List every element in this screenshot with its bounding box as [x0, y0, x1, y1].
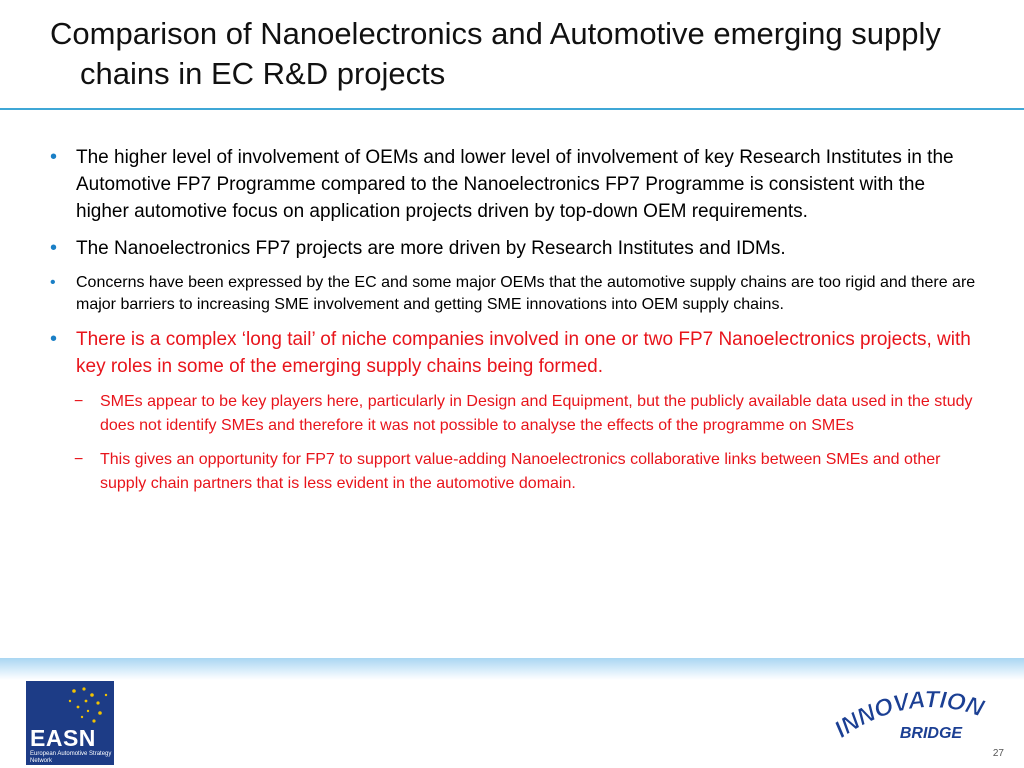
- bullet-item-highlight: [50, 326, 980, 380]
- bullet-marker: •: [50, 274, 56, 291]
- sub-bullet-marker: −: [74, 393, 84, 410]
- innovation-word: INNOVATION: [829, 686, 987, 744]
- bullet-item: [50, 144, 980, 225]
- footer-band: [0, 658, 1024, 680]
- bullet-marker: •: [50, 237, 58, 259]
- sub-bullet-item: [50, 390, 980, 438]
- sub-bullet-marker: −: [74, 451, 84, 468]
- bullet-item: [50, 235, 980, 262]
- bullet-marker: •: [50, 328, 58, 350]
- easn-logo: [26, 681, 114, 765]
- sub-bullet-item: [50, 448, 980, 496]
- bullet-item: [50, 272, 980, 316]
- sub-bullet-text: This gives an opportunity for FP7 to support value-adding Nanoelectronics collaborative links between SMEs and other supply chain partners that is less evident in the automotive domain.: [100, 451, 941, 492]
- sub-bullet-text: SMEs appear to be key players here, particularly in Design and Equipment, but the publicly available data used in the study does not identify SMEs and therefore it was not possible to analyse the effects of the programme on SMEs: [100, 393, 973, 434]
- bullet-text: The higher level of involvement of OEMs and lower level of involvement of key Research Institutes in the Automotive FP7 Programme compared to the Nanoelectronics FP7 Programme is consistent with the higher automotive focus on application projects driven by top-down OEM requirements.: [76, 147, 954, 222]
- bullet-text: Concerns have been expressed by the EC and some major OEMs that the automotive supply chains are too rigid and there are major barriers to increasing SME involvement and getting SME innovations into OEM supply chains.: [76, 274, 976, 313]
- title-divider: [0, 108, 1024, 110]
- slide-title: Comparison of Nanoelectronics and Automotive emerging supply chains in EC R&D projects: [50, 16, 941, 91]
- easn-subtitle: European Automotive Strategy Network: [30, 751, 112, 764]
- slide-body: [50, 144, 980, 506]
- bullet-text: There is a complex ‘long tail’ of niche companies involved in one or two FP7 Nanoelectronics projects, with key roles in some of the emerging supply chains being formed.: [76, 329, 971, 377]
- bridge-word: BRIDGE: [899, 725, 963, 742]
- bullet-marker: •: [50, 146, 58, 168]
- easn-wordmark: EASN: [30, 725, 96, 751]
- page-number: 27: [992, 748, 1004, 759]
- bullet-text: The Nanoelectronics FP7 projects are more driven by Research Institutes and IDMs.: [76, 238, 786, 259]
